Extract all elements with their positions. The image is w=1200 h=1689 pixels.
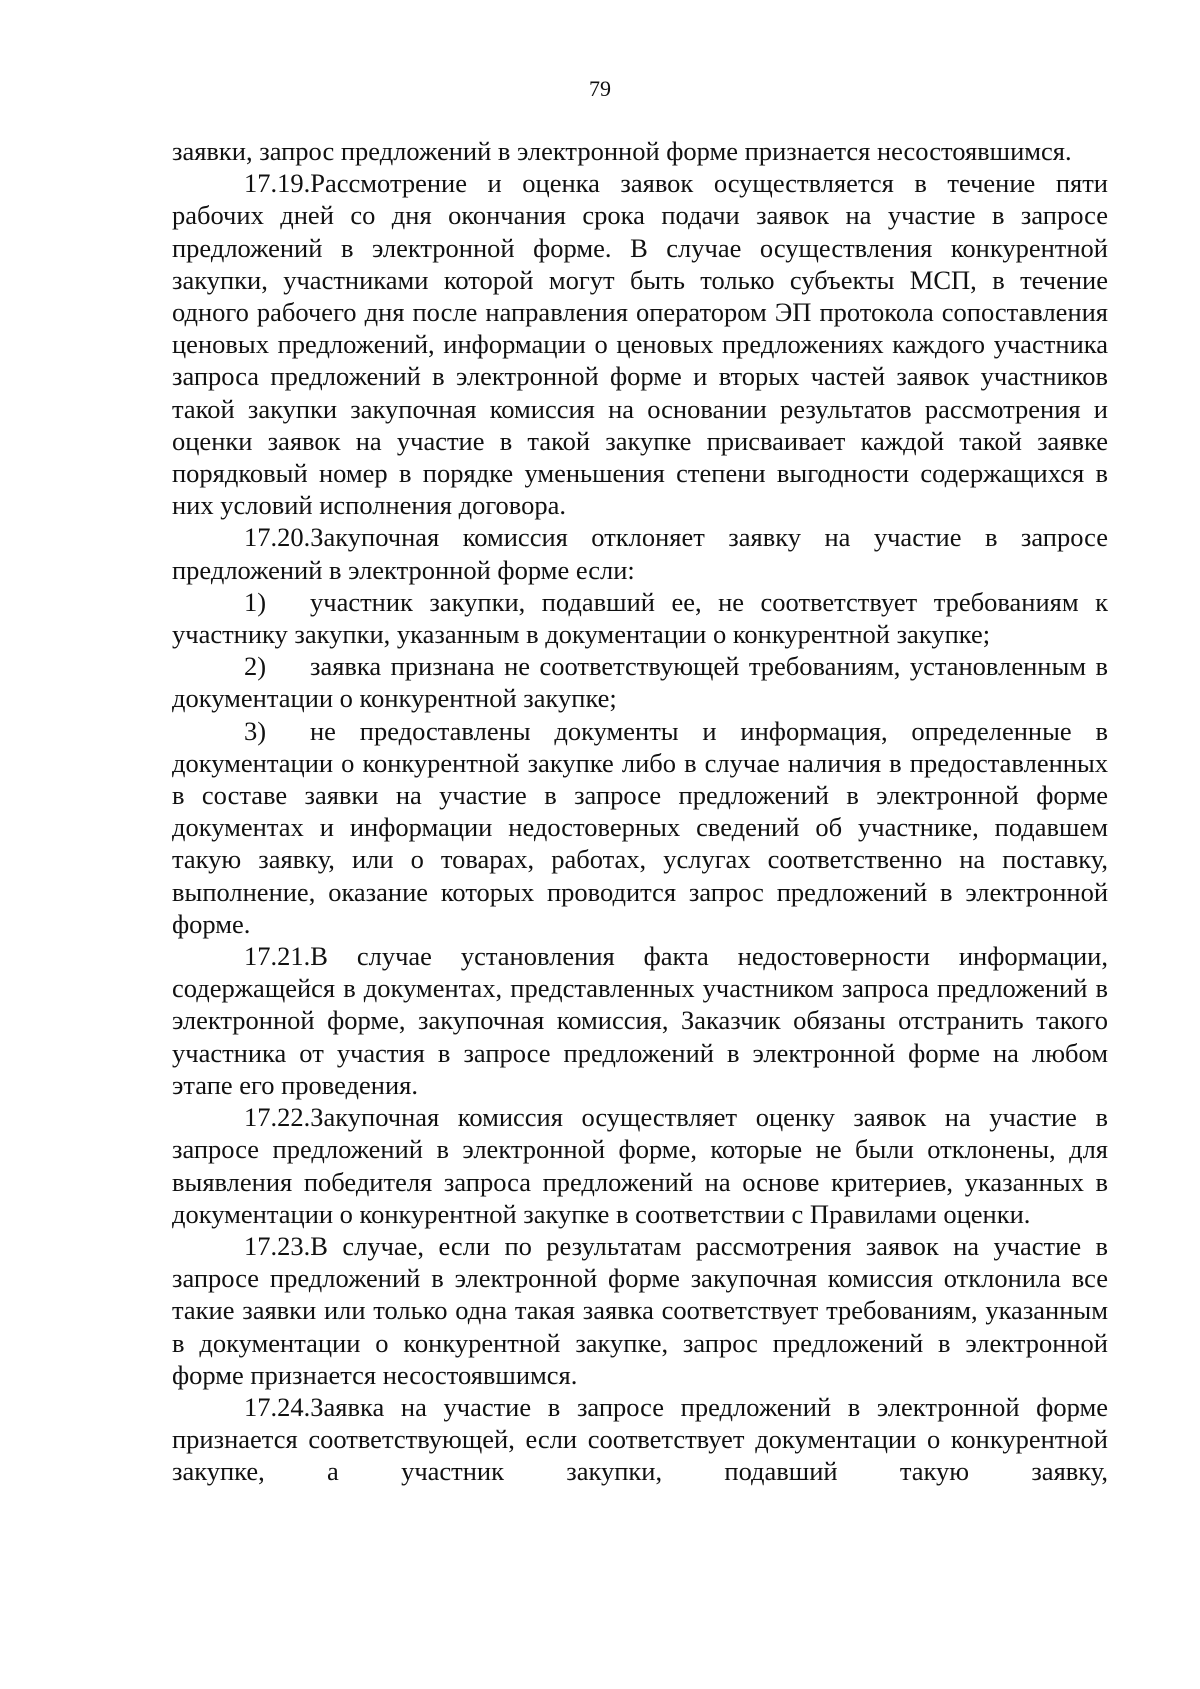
list-item-number: 1) — [244, 586, 267, 617]
list-item-text: не предоставлены документы и информация, определенные в документации о конкурентной закупке либо в случае наличия в предоставленных в составе заявки на участие в запросе предложений в электронной форме документах и информации недостоверных сведений об участнике, подавшем такую заявку, или о товарах, работах, услугах соответственно на поставку, выполнение, оказание которых проводится запрос предложений в электронной форме. — [172, 715, 1108, 939]
page-number: 79 — [589, 76, 611, 101]
list-item — [172, 715, 1108, 940]
list-item — [172, 650, 1108, 714]
paragraph-17-19: 17.19.Рассмотрение и оценка заявок осуществляется в течение пяти рабочих дней со дня окончания срока подачи заявок на участие в запросе предложений в электронной форме. В случае осуществления конкурентной закупки, участниками которой могут быть только субъекты МСП, в течение одного рабочего дня после направления оператором ЭП протокола сопоставления ценовых предложений, информации о ценовых предложениях каждого участника запроса предложений в электронной форме и вторых частей заявок участников такой закупки закупочная комиссия на основании результатов рассмотрения и оценки заявок на участие в такой закупке присваивает каждой такой заявке порядковый номер в порядке уменьшения степени выгодности содержащихся в них условий исполнения договора. — [172, 168, 1108, 521]
list-item-text: участник закупки, подавший ее, не соответствует требованиям к участнику закупки, указанным в документации о конкурентной закупке; — [172, 586, 1108, 650]
paragraph-continuation: заявки, запрос предложений в электронной форме признается несостоявшимся. — [172, 136, 1072, 166]
list-item-number: 3) — [244, 715, 267, 746]
paragraph-17-24: 17.24.Заявка на участие в запросе предложений в электронной форме признается соответствующей, если соответствует документации о конкурентной закупке, а участник закупки, подавший такую заявку, — [172, 1391, 1108, 1487]
list-item-number: 2) — [244, 651, 267, 682]
list-item-text: заявка признана не соответствующей требованиям, установленным в документации о конкурентной закупке; — [172, 651, 1108, 714]
list-item — [172, 586, 1108, 650]
paragraph-17-22: 17.22.Закупочная комиссия осуществляет оценку заявок на участие в запросе предложений в электронной форме, которые не были отклонены, для выявления победителя запроса предложений на основе критериев, указанных в документации о конкурентной закупке в соответствии с Правилами оценки. — [172, 1102, 1108, 1229]
paragraph-17-21: 17.21.В случае установления факта недостоверности информации, содержащейся в документах, представленных участником запроса предложений в электронной форме, закупочная комиссия, Заказчик обязаны отстранить такого участника от участия в запросе предложений в электронной форме на любом этапе его проведения. — [172, 941, 1108, 1100]
document-body — [172, 135, 1108, 1488]
paragraph-17-20: 17.20.Закупочная комиссия отклоняет заявку на участие в запросе предложений в электронной форме если: — [172, 522, 1108, 585]
paragraph-17-23: 17.23.В случае, если по результатам рассмотрения заявок на участие в запросе предложений в электронной форме закупочная комиссия отклонила все такие заявки или только одна такая заявка соответствует требованиям, указанным в документации о конкурентной закупке, запрос предложений в электронной форме признается несостоявшимся. — [172, 1230, 1108, 1390]
